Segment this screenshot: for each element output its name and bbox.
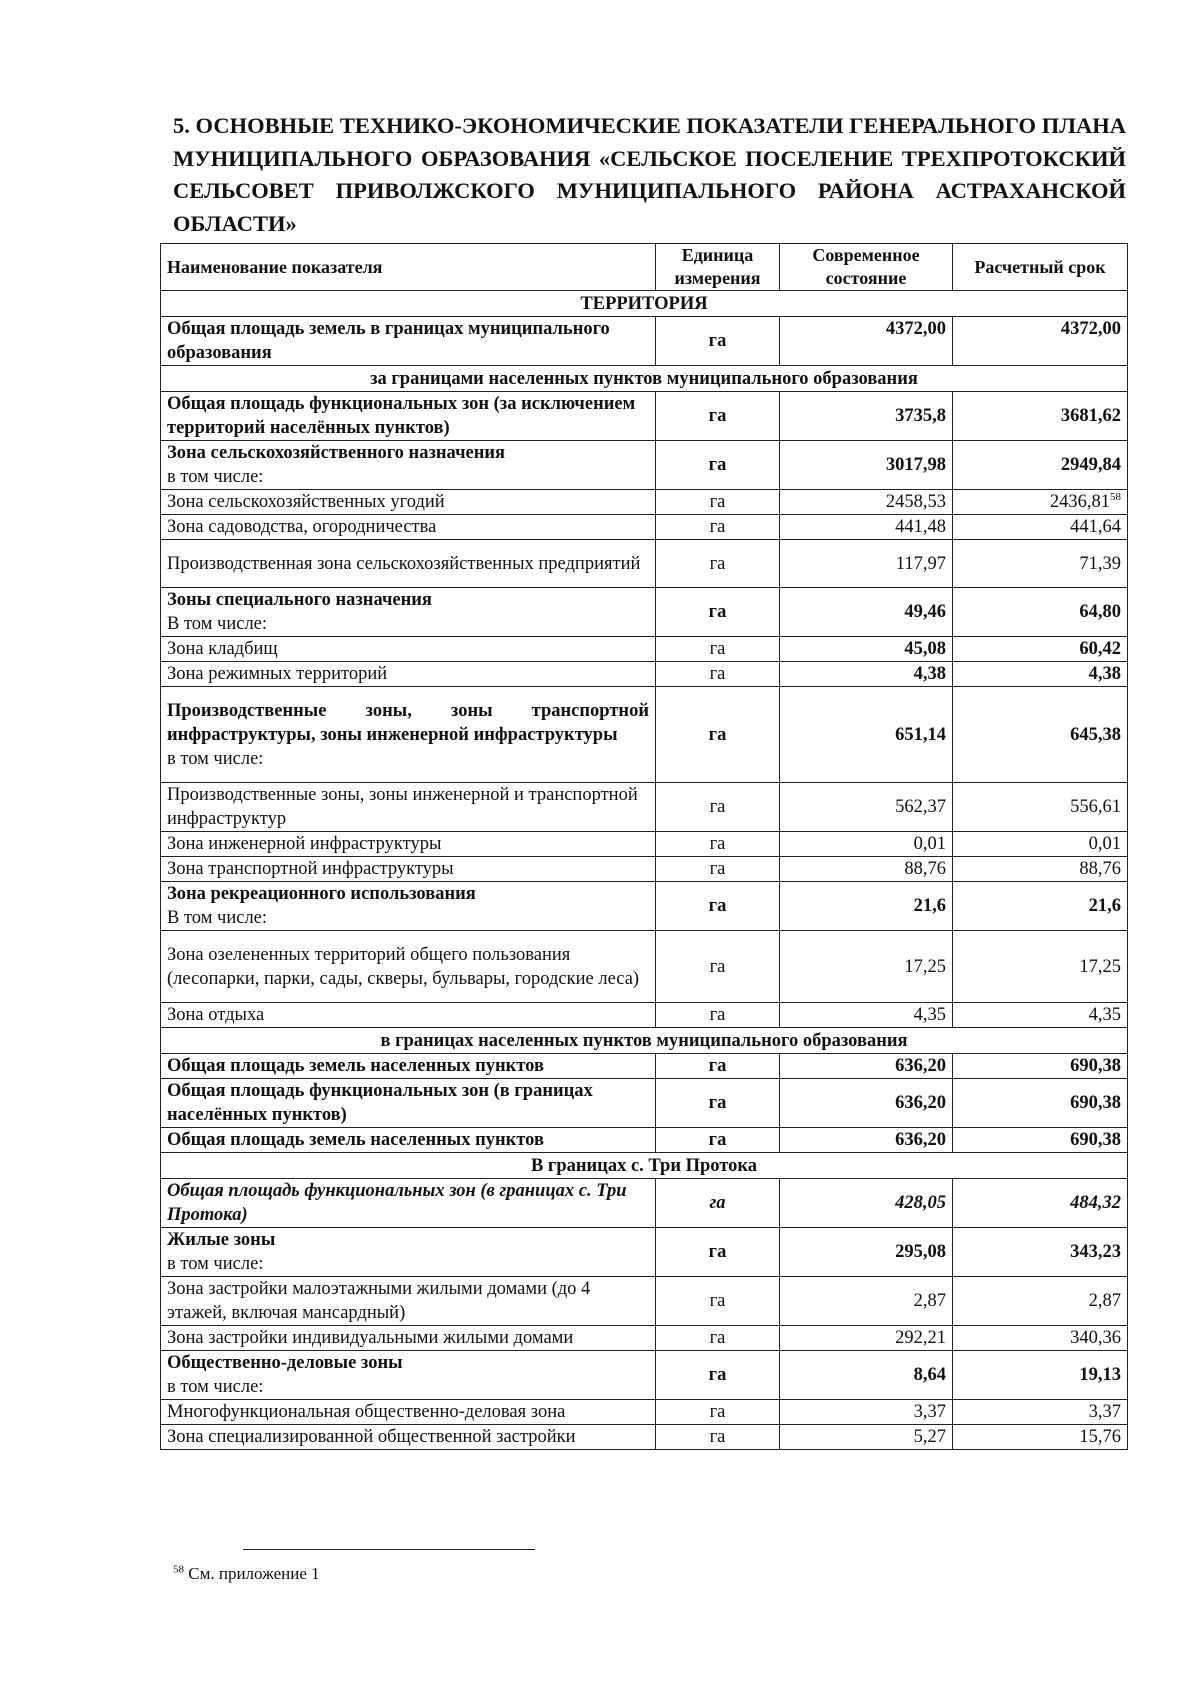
indicator-cell bbox=[161, 317, 656, 366]
current-value: 117,97 bbox=[895, 553, 946, 574]
planned-value-cell bbox=[953, 1179, 1128, 1228]
unit-cell: га bbox=[656, 1400, 780, 1425]
indicator-cell bbox=[161, 1400, 656, 1425]
planned-value: 441,64 bbox=[1070, 517, 1121, 537]
unit-cell: га bbox=[656, 1054, 780, 1079]
table-row bbox=[161, 1179, 1128, 1228]
unit-cell: га bbox=[656, 392, 780, 441]
unit-cell: га bbox=[656, 857, 780, 882]
header-current-state: Современное состояние bbox=[780, 244, 953, 291]
unit-cell: га bbox=[656, 588, 780, 637]
table-row bbox=[161, 317, 1128, 366]
indicator-name: Многофункциональная общественно-деловая зона bbox=[167, 1402, 566, 1422]
table-row bbox=[161, 515, 1128, 540]
indicator-name: Зона рекреационного использования bbox=[167, 884, 476, 904]
table-row bbox=[161, 1054, 1128, 1079]
planned-value: 3681,62 bbox=[1060, 406, 1121, 426]
planned-value-cell bbox=[953, 1400, 1128, 1425]
current-value-cell bbox=[780, 540, 953, 588]
current-value: 4,35 bbox=[913, 1005, 946, 1025]
page-title: 5. ОСНОВНЫЕ ТЕХНИКО-ЭКОНОМИЧЕСКИЕ ПОКАЗАТЕЛИ ГЕНЕРАЛЬНОГО ПЛАНА МУНИЦИПАЛЬНОГО ОБРАЗОВАНИЯ «СЕЛЬСКОЕ ПОСЕЛЕНИЕ ТРЕХПРОТОКСКИЙ СЕЛЬСОВЕТ ПРИВОЛЖСКОГО МУНИЦИПАЛЬНОГО РАЙОНА АСТРАХАНСКОЙ ОБЛАСТИ» bbox=[173, 113, 1126, 236]
footnote bbox=[173, 1563, 320, 1585]
planned-value: 21,6 bbox=[1088, 896, 1121, 916]
current-value: 428,05 bbox=[895, 1193, 946, 1213]
indicator-cell bbox=[161, 687, 656, 783]
indicator-name: Зона специализированной общественной застройки bbox=[167, 1427, 576, 1447]
current-value-cell bbox=[780, 441, 953, 490]
current-value-cell bbox=[780, 662, 953, 687]
unit-cell: га bbox=[656, 832, 780, 857]
current-value-cell bbox=[780, 490, 953, 515]
indicators-table bbox=[160, 243, 1128, 1450]
planned-value-cell bbox=[953, 1351, 1128, 1400]
indicator-subnote: в том числе: bbox=[167, 748, 264, 769]
table-row bbox=[161, 540, 1128, 588]
indicator-cell bbox=[161, 1326, 656, 1351]
current-value-cell bbox=[780, 317, 953, 366]
current-value: 636,20 bbox=[895, 1056, 946, 1076]
indicator-name: Зона инженерной инфраструктуры bbox=[167, 834, 442, 854]
current-value-cell bbox=[780, 1400, 953, 1425]
current-value-cell bbox=[780, 1228, 953, 1277]
planned-value: 4372,00 bbox=[1060, 319, 1121, 339]
table-header-row bbox=[161, 244, 1128, 291]
current-value: 292,21 bbox=[895, 1328, 946, 1348]
unit-cell: га bbox=[656, 882, 780, 931]
table-row bbox=[161, 931, 1128, 1003]
planned-value-cell bbox=[953, 1003, 1128, 1028]
unit-cell: га bbox=[656, 1128, 780, 1153]
planned-value: 60,42 bbox=[1079, 639, 1121, 659]
table-row bbox=[161, 662, 1128, 687]
indicator-name: Производственные зоны, зоны транспортной инфраструктуры, зоны инженерной инфраструктуры bbox=[167, 700, 649, 745]
section-row bbox=[161, 1153, 1128, 1179]
current-value-cell bbox=[780, 1351, 953, 1400]
indicator-subnote: В том числе: bbox=[167, 614, 268, 634]
indicator-name: Общая площадь земель в границах муниципального образования bbox=[167, 319, 610, 363]
indicator-name: Зона транспортной инфраструктуры bbox=[167, 859, 454, 879]
current-value: 441,48 bbox=[895, 517, 946, 537]
indicator-name: Зона застройки индивидуальными жилыми домами bbox=[167, 1328, 574, 1348]
section-row bbox=[161, 291, 1128, 317]
current-value: 636,20 bbox=[895, 1093, 946, 1113]
planned-value-cell bbox=[953, 931, 1128, 1003]
current-value: 3017,98 bbox=[885, 455, 946, 475]
unit-cell: га bbox=[656, 1326, 780, 1351]
indicator-cell bbox=[161, 1003, 656, 1028]
planned-value: 690,38 bbox=[1070, 1130, 1121, 1150]
planned-value-cell bbox=[953, 882, 1128, 931]
current-value: 21,6 bbox=[913, 896, 946, 916]
indicator-subnote: В том числе: bbox=[167, 908, 268, 928]
current-value: 8,64 bbox=[913, 1365, 946, 1385]
current-value-cell bbox=[780, 588, 953, 637]
indicator-name: Производственная зона сельскохозяйственных предприятий bbox=[167, 553, 641, 574]
table-row bbox=[161, 857, 1128, 882]
current-value: 3735,8 bbox=[895, 406, 946, 426]
header-unit: Единица измерения bbox=[656, 244, 780, 291]
unit-cell: га bbox=[656, 1425, 780, 1450]
current-value: 0,01 bbox=[913, 834, 946, 854]
indicator-cell bbox=[161, 783, 656, 832]
indicator-cell bbox=[161, 1128, 656, 1153]
indicator-name: Зона озелененных территорий общего пользования (лесопарки, парки, сады, скверы, бульвары, городские леса) bbox=[167, 944, 640, 989]
planned-value-cell bbox=[953, 392, 1128, 441]
unit-cell: га bbox=[656, 637, 780, 662]
section-row bbox=[161, 1028, 1128, 1054]
current-value-cell bbox=[780, 637, 953, 662]
planned-value: 2,87 bbox=[1088, 1291, 1121, 1311]
current-value-cell bbox=[780, 1179, 953, 1228]
planned-value-cell bbox=[953, 1326, 1128, 1351]
planned-value: 64,80 bbox=[1079, 602, 1121, 622]
planned-value: 2436,81 bbox=[1049, 492, 1110, 512]
footnote-reference: 58 bbox=[1110, 490, 1121, 503]
indicator-cell bbox=[161, 441, 656, 490]
indicator-cell bbox=[161, 588, 656, 637]
unit-cell: га bbox=[656, 931, 780, 1003]
planned-value-cell bbox=[953, 832, 1128, 857]
table-row bbox=[161, 490, 1128, 515]
table-row bbox=[161, 441, 1128, 490]
planned-value: 17,25 bbox=[1079, 956, 1121, 977]
indicator-cell bbox=[161, 392, 656, 441]
indicator-cell bbox=[161, 832, 656, 857]
current-value: 3,37 bbox=[913, 1402, 946, 1422]
table-row bbox=[161, 588, 1128, 637]
planned-value-cell bbox=[953, 783, 1128, 832]
indicator-cell bbox=[161, 637, 656, 662]
indicator-cell bbox=[161, 857, 656, 882]
planned-value-cell bbox=[953, 317, 1128, 366]
current-value-cell bbox=[780, 1425, 953, 1450]
indicator-cell bbox=[161, 1425, 656, 1450]
planned-value-cell bbox=[953, 490, 1128, 515]
current-value: 651,14 bbox=[895, 724, 946, 745]
planned-value-cell bbox=[953, 1128, 1128, 1153]
table-row bbox=[161, 1079, 1128, 1128]
unit-cell: га bbox=[656, 441, 780, 490]
indicator-subnote: в том числе: bbox=[167, 1377, 264, 1397]
planned-value: 556,61 bbox=[1070, 797, 1121, 817]
current-value: 4372,00 bbox=[885, 319, 946, 339]
planned-value: 4,38 bbox=[1088, 664, 1121, 684]
planned-value-cell bbox=[953, 1277, 1128, 1326]
indicator-name: Зоны специального назначения bbox=[167, 590, 432, 610]
table-row bbox=[161, 783, 1128, 832]
planned-value-cell bbox=[953, 1228, 1128, 1277]
current-value-cell bbox=[780, 1326, 953, 1351]
planned-value: 19,13 bbox=[1079, 1365, 1121, 1385]
current-value: 636,20 bbox=[895, 1130, 946, 1150]
planned-value-cell bbox=[953, 637, 1128, 662]
current-value-cell bbox=[780, 392, 953, 441]
indicator-cell bbox=[161, 490, 656, 515]
section-label: в границах населенных пунктов муниципального образования bbox=[161, 1028, 1128, 1054]
indicator-cell bbox=[161, 882, 656, 931]
indicator-name: Зона застройки малоэтажными жилыми домами (до 4 этажей, включая мансардный) bbox=[167, 1279, 591, 1323]
table-row bbox=[161, 1003, 1128, 1028]
planned-value: 71,39 bbox=[1079, 553, 1121, 574]
current-value-cell bbox=[780, 1128, 953, 1153]
planned-value-cell bbox=[953, 687, 1128, 783]
current-value: 5,27 bbox=[913, 1427, 946, 1447]
indicator-cell bbox=[161, 1277, 656, 1326]
footnote-number: 58 bbox=[173, 1563, 184, 1576]
unit-cell: га bbox=[656, 317, 780, 366]
current-value: 2458,53 bbox=[885, 492, 946, 512]
table-row bbox=[161, 1277, 1128, 1326]
indicator-cell bbox=[161, 931, 656, 1003]
current-value-cell bbox=[780, 687, 953, 783]
unit-cell: га bbox=[656, 687, 780, 783]
indicator-cell bbox=[161, 1228, 656, 1277]
current-value-cell bbox=[780, 1277, 953, 1326]
table-row bbox=[161, 637, 1128, 662]
unit-cell: га bbox=[656, 490, 780, 515]
indicator-cell bbox=[161, 1054, 656, 1079]
unit-cell: га bbox=[656, 1079, 780, 1128]
indicator-name: Зона отдыха bbox=[167, 1005, 265, 1025]
indicator-name: Общая площадь функциональных зон (за исключением территорий населённых пунктов) bbox=[167, 394, 636, 438]
table-row bbox=[161, 832, 1128, 857]
current-value: 295,08 bbox=[895, 1242, 946, 1262]
indicator-cell bbox=[161, 1079, 656, 1128]
current-value-cell bbox=[780, 857, 953, 882]
current-value: 4,38 bbox=[913, 664, 946, 684]
unit-cell: га bbox=[656, 540, 780, 588]
current-value-cell bbox=[780, 931, 953, 1003]
planned-value-cell bbox=[953, 857, 1128, 882]
table-row bbox=[161, 392, 1128, 441]
indicator-cell bbox=[161, 1179, 656, 1228]
planned-value-cell bbox=[953, 662, 1128, 687]
current-value: 562,37 bbox=[895, 797, 946, 817]
unit-cell: га bbox=[656, 1351, 780, 1400]
current-value: 88,76 bbox=[904, 859, 946, 879]
unit-cell: га bbox=[656, 1179, 780, 1228]
planned-value-cell bbox=[953, 1054, 1128, 1079]
indicator-name: Зона сельскохозяйственного назначения bbox=[167, 443, 506, 463]
unit-cell: га bbox=[656, 515, 780, 540]
current-value: 2,87 bbox=[913, 1291, 946, 1311]
planned-value-cell bbox=[953, 1079, 1128, 1128]
indicator-name: Общественно-деловые зоны bbox=[167, 1353, 403, 1373]
indicator-name: Общая площадь земель населенных пунктов bbox=[167, 1056, 544, 1076]
current-value-cell bbox=[780, 1003, 953, 1028]
section-label: В границах с. Три Протока bbox=[161, 1153, 1128, 1179]
current-value-cell bbox=[780, 783, 953, 832]
indicator-cell bbox=[161, 515, 656, 540]
planned-value-cell bbox=[953, 515, 1128, 540]
table-row bbox=[161, 882, 1128, 931]
unit-cell: га bbox=[656, 783, 780, 832]
indicator-cell bbox=[161, 540, 656, 588]
planned-value: 2949,84 bbox=[1060, 455, 1121, 475]
indicator-name: Общая площадь земель населенных пунктов bbox=[167, 1130, 544, 1150]
current-value-cell bbox=[780, 832, 953, 857]
indicator-name: Жилые зоны bbox=[167, 1230, 276, 1250]
table-row bbox=[161, 1228, 1128, 1277]
planned-value-cell bbox=[953, 441, 1128, 490]
indicator-name: Зона сельскохозяйственных угодий bbox=[167, 492, 445, 512]
planned-value: 4,35 bbox=[1088, 1005, 1121, 1025]
unit-cell: га bbox=[656, 1277, 780, 1326]
indicator-name: Зона садоводства, огородничества bbox=[167, 517, 437, 537]
footnote-divider bbox=[243, 1549, 535, 1550]
indicator-name: Производственные зоны, зоны инженерной и транспортной инфраструктур bbox=[167, 785, 638, 829]
header-planned-term: Расчетный срок bbox=[953, 244, 1128, 291]
planned-value-cell bbox=[953, 540, 1128, 588]
planned-value: 645,38 bbox=[1070, 724, 1121, 745]
table-row bbox=[161, 687, 1128, 783]
indicator-subnote: в том числе: bbox=[167, 1254, 264, 1274]
indicator-cell bbox=[161, 1351, 656, 1400]
unit-cell: га bbox=[656, 1003, 780, 1028]
table-row bbox=[161, 1400, 1128, 1425]
current-value: 45,08 bbox=[904, 639, 946, 659]
table-row bbox=[161, 1351, 1128, 1400]
planned-value: 0,01 bbox=[1088, 834, 1121, 854]
header-indicator-name: Наименование показателя bbox=[161, 244, 656, 291]
planned-value: 88,76 bbox=[1079, 859, 1121, 879]
section-label: за границами населенных пунктов муниципального образования bbox=[161, 366, 1128, 392]
planned-value: 690,38 bbox=[1070, 1093, 1121, 1113]
unit-cell: га bbox=[656, 1228, 780, 1277]
indicator-cell bbox=[161, 662, 656, 687]
current-value-cell bbox=[780, 515, 953, 540]
table-body bbox=[161, 291, 1128, 1450]
section-label: ТЕРРИТОРИЯ bbox=[161, 291, 1128, 317]
table-row bbox=[161, 1128, 1128, 1153]
table-row bbox=[161, 1326, 1128, 1351]
footnote-text: См. приложение 1 bbox=[188, 1564, 320, 1583]
indicator-subnote: в том числе: bbox=[167, 467, 264, 487]
planned-value: 340,36 bbox=[1070, 1328, 1121, 1348]
current-value-cell bbox=[780, 1079, 953, 1128]
indicator-name: Зона кладбищ bbox=[167, 639, 278, 659]
planned-value: 484,32 bbox=[1070, 1193, 1121, 1213]
planned-value-cell bbox=[953, 1425, 1128, 1450]
planned-value: 15,76 bbox=[1079, 1427, 1121, 1447]
indicator-name: Зона режимных территорий bbox=[167, 664, 388, 684]
unit-cell: га bbox=[656, 662, 780, 687]
planned-value: 3,37 bbox=[1088, 1402, 1121, 1422]
planned-value-cell bbox=[953, 588, 1128, 637]
indicator-name: Общая площадь функциональных зон (в границах населённых пунктов) bbox=[167, 1081, 593, 1125]
current-value: 49,46 bbox=[904, 602, 946, 622]
indicator-name: Общая площадь функциональных зон (в границах с. Три Протока) bbox=[167, 1181, 627, 1225]
planned-value: 690,38 bbox=[1070, 1056, 1121, 1076]
current-value-cell bbox=[780, 882, 953, 931]
planned-value: 343,23 bbox=[1070, 1242, 1121, 1262]
current-value: 17,25 bbox=[904, 956, 946, 977]
table-row bbox=[161, 1425, 1128, 1450]
current-value-cell bbox=[780, 1054, 953, 1079]
section-row bbox=[161, 366, 1128, 392]
